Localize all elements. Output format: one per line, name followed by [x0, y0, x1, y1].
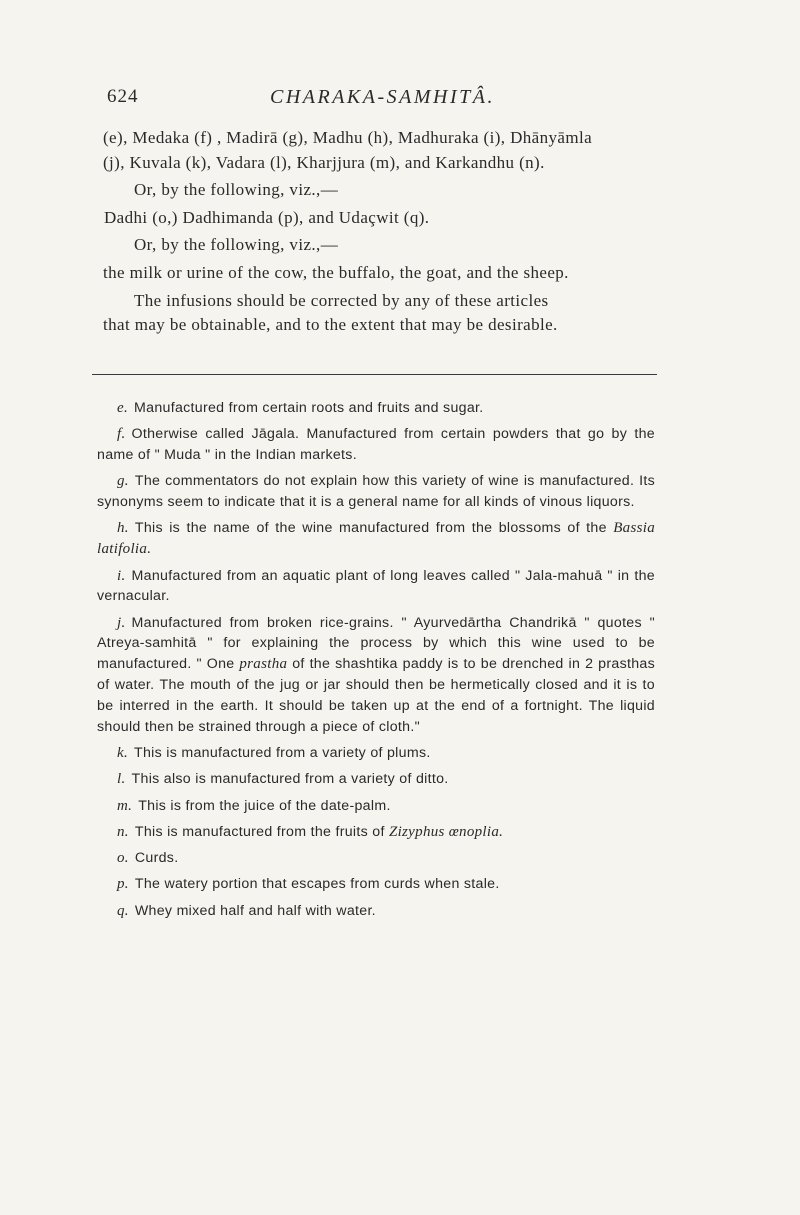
footnote-l [97, 769, 655, 790]
footnote-label: l. [117, 771, 126, 788]
running-title: CHARAKA-SAMHITÂ. [270, 86, 495, 108]
footnote-italic: prastha [239, 656, 288, 673]
footnote-label: h. [117, 520, 129, 537]
footnote-divider [92, 374, 657, 375]
footnote-text: Manufactured from certain roots and fruits and sugar. [134, 400, 484, 416]
footnote-label: e. [117, 400, 129, 416]
footnote-p [97, 874, 655, 895]
main-text [103, 126, 671, 338]
main-line: Or, by the following, viz.,— [134, 235, 339, 255]
main-line: Dadhi (o,) Dadhimanda (p), and Udaçwit (q). [104, 207, 430, 227]
footnote-text: This is manufactured from the fruits of [134, 823, 385, 840]
footnote-label: k. [117, 744, 129, 761]
footnote-label: i. [117, 567, 126, 584]
footnote-q [97, 901, 655, 922]
footnote-text: The commentators do not explain how this variety of wine is manufactured. Its synonyms seem to indicate that it is a general name for all kinds of vinous liquors. [97, 473, 655, 511]
footnote-text: Manufactured from broken rice-grains. " Ayurvedārtha Chandrikā " quotes " Atreya-samhitā " for explaining the process by which this wine used to be manufactured. " One [97, 614, 655, 673]
footnote-text: This is the name of the wine manufactured from the blossoms of the [134, 520, 607, 537]
footnote-label: n. [117, 823, 129, 840]
footnote-m [97, 796, 655, 817]
footnote-i [97, 566, 655, 608]
footnote-label: m. [117, 797, 133, 814]
main-line: The infusions should be corrected by any of these articles [134, 290, 549, 310]
footnote-h [97, 518, 655, 560]
main-line: (e), Medaka (f) , Madirā (g), Madhu (h), Madhuraka (i), Dhānyāmla [103, 128, 593, 147]
footnote-label: p. [117, 876, 129, 893]
footnote-italic: Zizyphus œnoplia. [388, 823, 504, 840]
footnote-text-continued: of the shashtika paddy is to be drenched in 2 prasthas of water. The mouth of the jug or jar should then be hermetically closed and it is to be interred in the earth. It should be taken up at the end of a fortnight. The liquid should then be strained through a piece of cloth." [97, 656, 655, 735]
footnote-f [97, 424, 655, 466]
footnote-text: Whey mixed half and half with water. [134, 902, 376, 919]
footnote-text: This is from the juice of the date-palm. [138, 797, 391, 814]
footnote-g [97, 471, 655, 513]
main-line: that may be obtainable, and to the extent that may be desirable. [103, 315, 558, 335]
footnote-j [97, 613, 655, 738]
footnote-text: Otherwise called Jāgala. Manufactured from certain powders that go by the name of " Muda " in the Indian markets. [97, 426, 655, 464]
main-line: the milk or urine of the cow, the buffalo, the goat, and the sheep. [103, 262, 569, 282]
footnote-k [97, 743, 655, 764]
page-number: 624 [107, 86, 139, 107]
footnote-italic: Bassia latifolia. [97, 520, 655, 558]
footnote-n [97, 822, 655, 843]
footnote-label: g. [117, 473, 129, 490]
footnote-text: This also is manufactured from a variety of ditto. [131, 771, 449, 788]
footnote-label: f. [117, 426, 126, 443]
footnote-label: j. [117, 614, 126, 631]
page-header [107, 86, 687, 116]
footnote-text: Curds. [134, 850, 179, 867]
footnote-text: Manufactured from an aquatic plant of long leaves called " Jala-mahuā " in the vernacular. [97, 567, 655, 605]
footnotes [97, 398, 655, 927]
main-line: (j), Kuvala (k), Vadara (l), Kharjjura (m), and Karkandhu (n). [103, 152, 545, 172]
main-line: Or, by the following, viz.,— [134, 180, 339, 200]
footnote-label: q. [117, 902, 129, 919]
footnote-e [97, 398, 655, 419]
footnote-label: o. [117, 850, 129, 867]
footnote-text: The watery portion that escapes from curds when stale. [134, 876, 500, 893]
footnote-o [97, 848, 655, 869]
footnote-text: This is manufactured from a variety of plums. [134, 744, 431, 761]
